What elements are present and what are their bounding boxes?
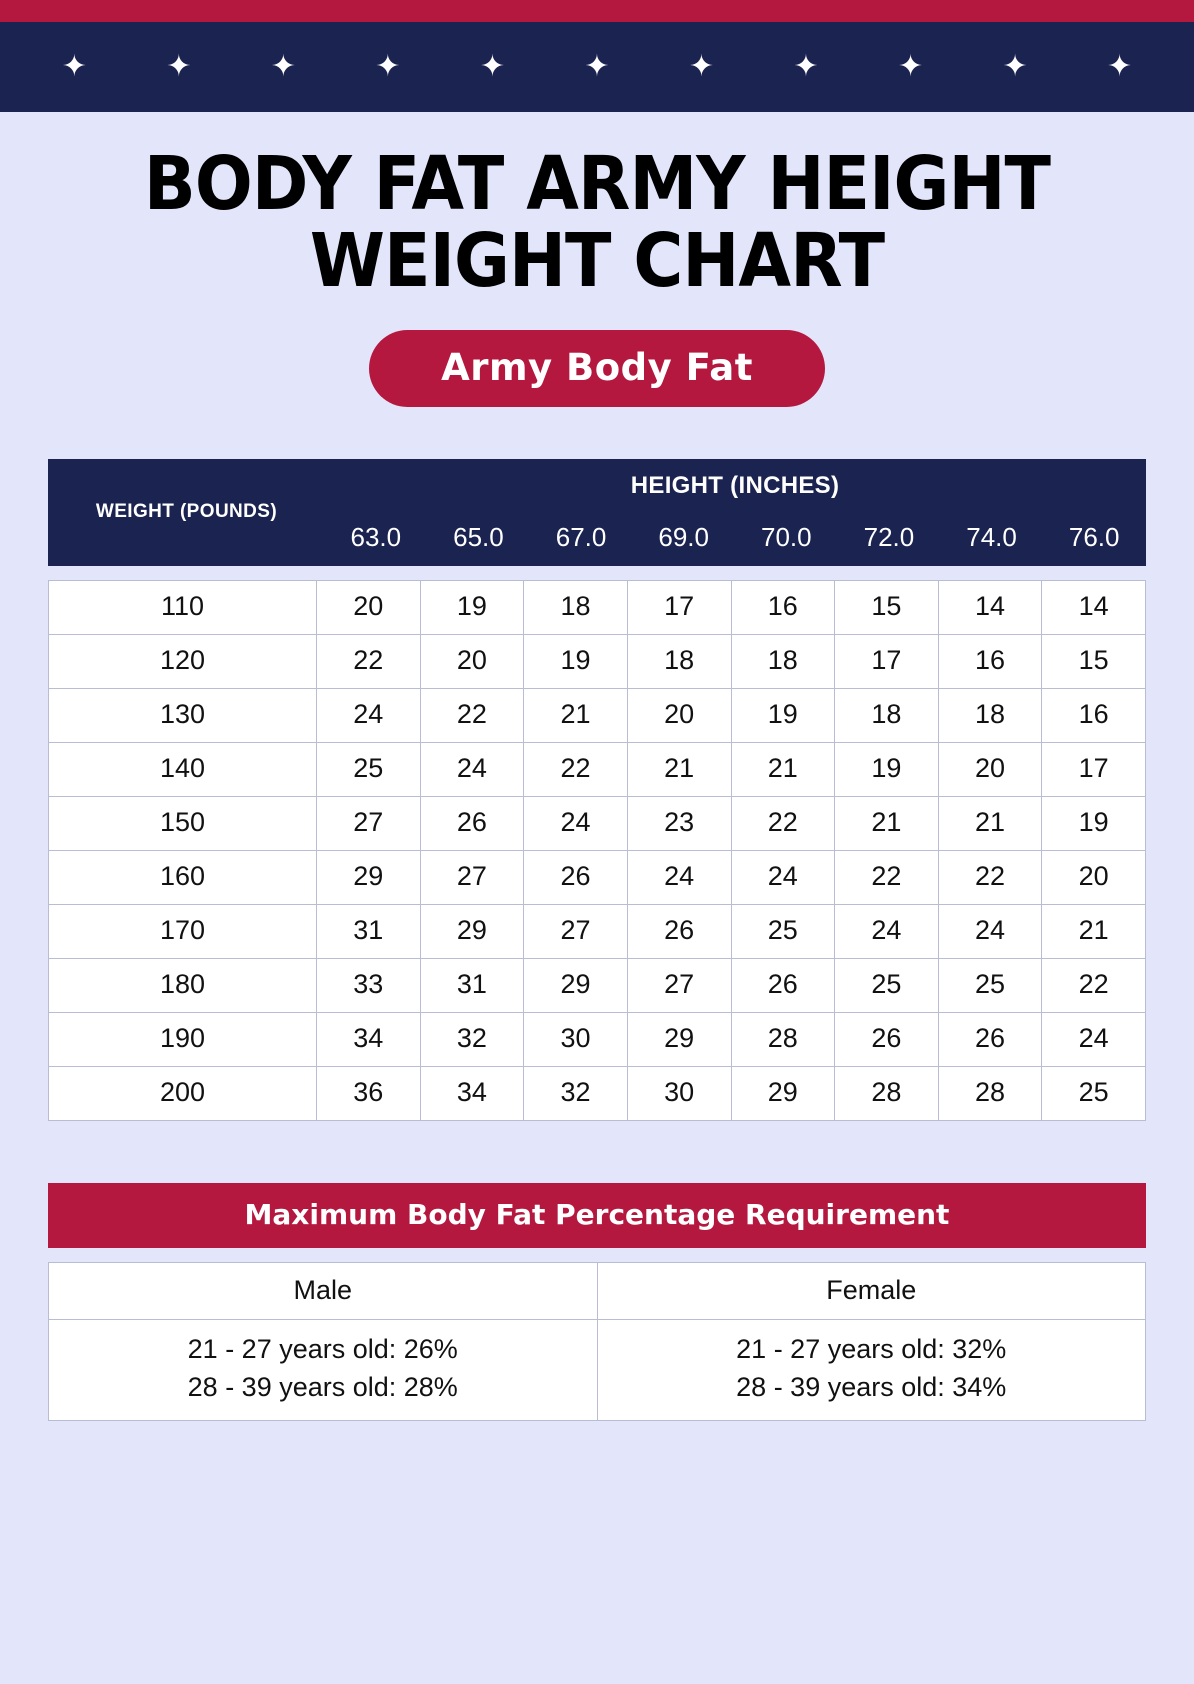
female-header: Female bbox=[597, 1262, 1146, 1319]
table-row bbox=[49, 1319, 1146, 1420]
table-row bbox=[49, 1262, 1146, 1319]
bodyfat-cell: 16 bbox=[1042, 688, 1146, 742]
chart-body-table bbox=[48, 580, 1146, 1121]
table-row bbox=[49, 634, 1146, 688]
bodyfat-cell: 15 bbox=[835, 580, 939, 634]
bodyfat-cell: 24 bbox=[317, 688, 421, 742]
chart-table-area bbox=[48, 459, 1146, 1121]
height-tick: 67.0 bbox=[530, 511, 633, 565]
bodyfat-cell: 29 bbox=[731, 1066, 835, 1120]
bodyfat-cell: 30 bbox=[627, 1066, 731, 1120]
height-tick: 69.0 bbox=[632, 511, 735, 565]
star-icon: ✦ bbox=[1002, 50, 1028, 83]
bodyfat-cell: 34 bbox=[420, 1066, 524, 1120]
star-icon: ✦ bbox=[688, 50, 715, 83]
weight-cell: 150 bbox=[49, 796, 317, 850]
bodyfat-cell: 33 bbox=[317, 958, 421, 1012]
requirements-table bbox=[48, 1262, 1146, 1421]
bodyfat-cell: 21 bbox=[731, 742, 835, 796]
chart-header-table bbox=[48, 459, 1146, 566]
bodyfat-cell: 20 bbox=[1042, 850, 1146, 904]
table-row bbox=[49, 580, 1146, 634]
bodyfat-cell: 28 bbox=[731, 1012, 835, 1066]
bodyfat-cell: 24 bbox=[420, 742, 524, 796]
bodyfat-cell: 24 bbox=[524, 796, 628, 850]
bodyfat-cell: 25 bbox=[938, 958, 1042, 1012]
bodyfat-cell: 18 bbox=[524, 580, 628, 634]
table-row bbox=[49, 850, 1146, 904]
bodyfat-cell: 17 bbox=[627, 580, 731, 634]
bodyfat-cell: 32 bbox=[524, 1066, 628, 1120]
female-req-line-1: 21 - 27 years old: 32% bbox=[736, 1333, 1007, 1364]
height-tick: 76.0 bbox=[1043, 511, 1146, 565]
table-row bbox=[49, 1066, 1146, 1120]
bodyfat-cell: 18 bbox=[627, 634, 731, 688]
bodyfat-cell: 26 bbox=[731, 958, 835, 1012]
height-tick: 70.0 bbox=[735, 511, 838, 565]
table-row bbox=[49, 688, 1146, 742]
bodyfat-cell: 26 bbox=[524, 850, 628, 904]
height-tick: 72.0 bbox=[838, 511, 941, 565]
table-row bbox=[49, 796, 1146, 850]
bodyfat-cell: 24 bbox=[731, 850, 835, 904]
top-red-stripe bbox=[0, 0, 1194, 22]
star-icon: ✦ bbox=[479, 50, 505, 83]
bodyfat-cell: 36 bbox=[317, 1066, 421, 1120]
star-icon: ✦ bbox=[1107, 50, 1133, 83]
star-icon: ✦ bbox=[375, 50, 401, 83]
weight-cell: 110 bbox=[49, 580, 317, 634]
bodyfat-cell: 27 bbox=[524, 904, 628, 958]
bodyfat-cell: 25 bbox=[1042, 1066, 1146, 1120]
bodyfat-cell: 17 bbox=[835, 634, 939, 688]
height-tick: 63.0 bbox=[325, 511, 428, 565]
bodyfat-cell: 28 bbox=[938, 1066, 1042, 1120]
female-requirements bbox=[597, 1319, 1146, 1420]
bodyfat-cell: 21 bbox=[835, 796, 939, 850]
table-row bbox=[49, 742, 1146, 796]
weight-cell: 120 bbox=[49, 634, 317, 688]
female-req-line-2: 28 - 39 years old: 34% bbox=[736, 1372, 1007, 1403]
bodyfat-cell: 29 bbox=[317, 850, 421, 904]
star-icon: ✦ bbox=[793, 50, 819, 83]
bodyfat-cell: 27 bbox=[317, 796, 421, 850]
bodyfat-cell: 25 bbox=[317, 742, 421, 796]
bodyfat-cell: 34 bbox=[317, 1012, 421, 1066]
table-row bbox=[49, 1012, 1146, 1066]
bodyfat-cell: 29 bbox=[420, 904, 524, 958]
bodyfat-cell: 22 bbox=[938, 850, 1042, 904]
bodyfat-cell: 26 bbox=[627, 904, 731, 958]
star-icon: ✦ bbox=[166, 50, 192, 83]
male-req-line-2: 28 - 39 years old: 28% bbox=[187, 1372, 458, 1403]
male-header: Male bbox=[49, 1262, 598, 1319]
bodyfat-cell: 18 bbox=[938, 688, 1042, 742]
bodyfat-cell: 18 bbox=[835, 688, 939, 742]
bodyfat-cell: 19 bbox=[1042, 796, 1146, 850]
bodyfat-cell: 27 bbox=[420, 850, 524, 904]
bodyfat-cell: 32 bbox=[420, 1012, 524, 1066]
bodyfat-cell: 19 bbox=[835, 742, 939, 796]
bodyfat-cell: 24 bbox=[938, 904, 1042, 958]
weight-cell: 130 bbox=[49, 688, 317, 742]
table-row bbox=[49, 958, 1146, 1012]
bodyfat-cell: 21 bbox=[524, 688, 628, 742]
bodyfat-cell: 21 bbox=[627, 742, 731, 796]
bodyfat-cell: 30 bbox=[524, 1012, 628, 1066]
bodyfat-cell: 16 bbox=[938, 634, 1042, 688]
bodyfat-cell: 23 bbox=[627, 796, 731, 850]
subtitle-container bbox=[0, 330, 1194, 407]
bodyfat-cell: 24 bbox=[1042, 1012, 1146, 1066]
weight-cell: 190 bbox=[49, 1012, 317, 1066]
bodyfat-cell: 25 bbox=[835, 958, 939, 1012]
bodyfat-cell: 19 bbox=[524, 634, 628, 688]
bodyfat-cell: 26 bbox=[938, 1012, 1042, 1066]
bodyfat-cell: 21 bbox=[1042, 904, 1146, 958]
row-header-label: WEIGHT (POUNDS) bbox=[49, 459, 325, 565]
bodyfat-cell: 19 bbox=[731, 688, 835, 742]
bodyfat-cell: 26 bbox=[835, 1012, 939, 1066]
bodyfat-cell: 15 bbox=[1042, 634, 1146, 688]
requirements-section bbox=[48, 1183, 1146, 1421]
bodyfat-cell: 22 bbox=[1042, 958, 1146, 1012]
bodyfat-cell: 28 bbox=[835, 1066, 939, 1120]
weight-cell: 200 bbox=[49, 1066, 317, 1120]
bodyfat-cell: 25 bbox=[731, 904, 835, 958]
bodyfat-cell: 20 bbox=[627, 688, 731, 742]
bodyfat-cell: 22 bbox=[420, 688, 524, 742]
bodyfat-cell: 24 bbox=[627, 850, 731, 904]
subtitle-badge: Army Body Fat bbox=[369, 330, 825, 407]
male-requirements bbox=[49, 1319, 598, 1420]
bodyfat-cell: 21 bbox=[938, 796, 1042, 850]
bodyfat-cell: 22 bbox=[731, 796, 835, 850]
bodyfat-cell: 22 bbox=[835, 850, 939, 904]
bodyfat-cell: 22 bbox=[317, 634, 421, 688]
height-tick: 65.0 bbox=[427, 511, 530, 565]
bodyfat-cell: 31 bbox=[317, 904, 421, 958]
star-banner bbox=[0, 22, 1194, 112]
bodyfat-cell: 31 bbox=[420, 958, 524, 1012]
bodyfat-cell: 26 bbox=[420, 796, 524, 850]
bodyfat-cell: 20 bbox=[420, 634, 524, 688]
bodyfat-cell: 22 bbox=[524, 742, 628, 796]
page-title: BODY FAT ARMY HEIGHT WEIGHT CHART bbox=[143, 141, 1051, 304]
male-req-line-1: 21 - 27 years old: 26% bbox=[187, 1333, 458, 1364]
max-bodyfat-bar: Maximum Body Fat Percentage Requirement bbox=[48, 1183, 1146, 1248]
star-icon: ✦ bbox=[61, 50, 87, 83]
bodyfat-cell: 20 bbox=[938, 742, 1042, 796]
table-row bbox=[49, 904, 1146, 958]
bodyfat-cell: 14 bbox=[1042, 580, 1146, 634]
bodyfat-cell: 24 bbox=[835, 904, 939, 958]
weight-cell: 180 bbox=[49, 958, 317, 1012]
bodyfat-cell: 16 bbox=[731, 580, 835, 634]
bodyfat-cell: 14 bbox=[938, 580, 1042, 634]
bodyfat-cell: 18 bbox=[731, 634, 835, 688]
bodyfat-cell: 19 bbox=[420, 580, 524, 634]
height-tick: 74.0 bbox=[940, 511, 1043, 565]
col-header-label: HEIGHT (INCHES) bbox=[325, 459, 1146, 511]
weight-cell: 170 bbox=[49, 904, 317, 958]
bodyfat-cell: 20 bbox=[317, 580, 421, 634]
weight-cell: 140 bbox=[49, 742, 317, 796]
star-icon: ✦ bbox=[270, 50, 296, 83]
bodyfat-cell: 29 bbox=[524, 958, 628, 1012]
star-icon: ✦ bbox=[897, 50, 924, 83]
bodyfat-cell: 27 bbox=[627, 958, 731, 1012]
bodyfat-cell: 17 bbox=[1042, 742, 1146, 796]
star-icon: ✦ bbox=[584, 50, 610, 83]
bodyfat-cell: 29 bbox=[627, 1012, 731, 1066]
weight-cell: 160 bbox=[49, 850, 317, 904]
